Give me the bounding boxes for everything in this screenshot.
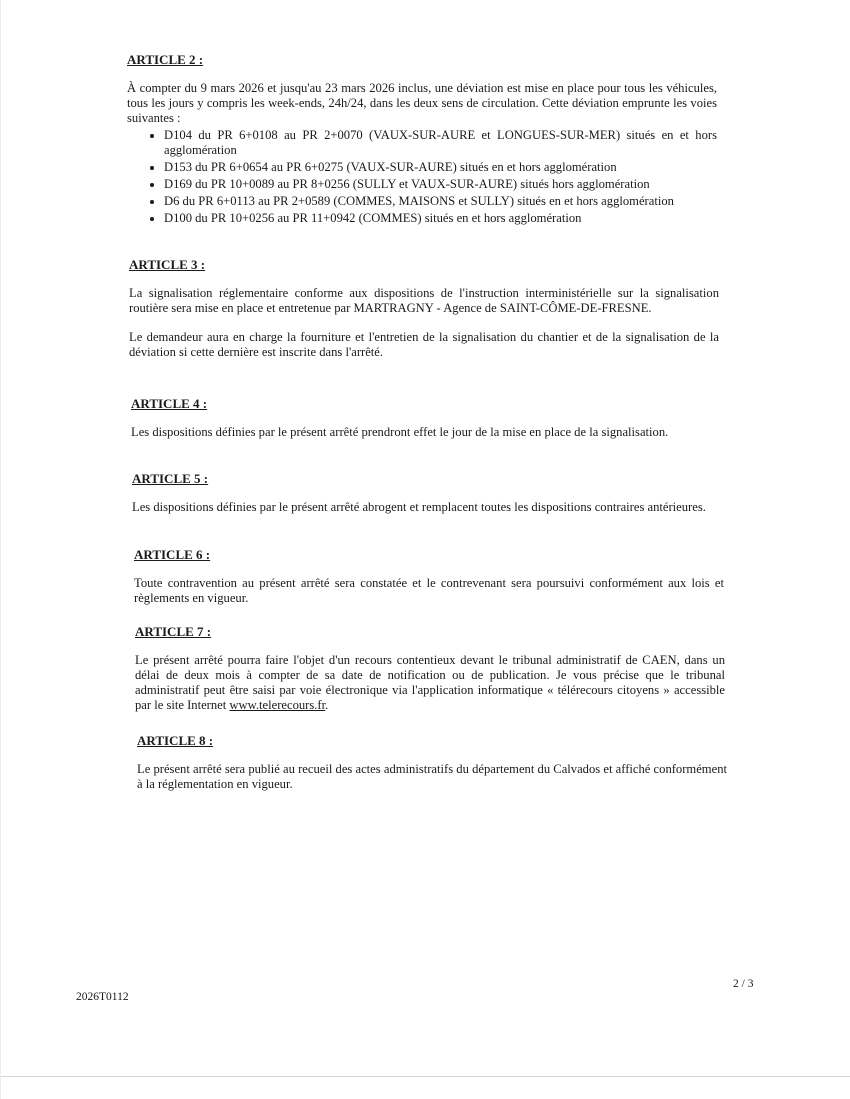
article-6-paragraph: Toute contravention au présent arrêté sera constatée et le contrevenant sera poursuivi conformément aux lois et règlements en vigueur.	[134, 576, 724, 605]
route-item: • D100 du PR 10+0256 au PR 11+0942 (COMMES) situés en et hors agglomération	[164, 211, 717, 226]
scan-left-edge	[0, 0, 1, 1099]
article-2-intro: À compter du 9 mars 2026 et jusqu'au 23 mars 2026 inclus, une déviation est mise en place pour tous les véhicules, tous les jours y compris les week-ends, 24h/24, dans les deux sens de circulation. Cette déviation emprunte les voies suivantes :	[127, 81, 717, 125]
article-5	[132, 471, 722, 529]
route-item: • D153 du PR 6+0654 au PR 6+0275 (VAUX-SUR-AURE) situés en et hors agglomération	[164, 160, 717, 175]
route-item: • D169 du PR 10+0089 au PR 8+0256 (SULLY et VAUX-SUR-AURE) situés hors agglomération	[164, 177, 717, 192]
article-3-paragraph-1: La signalisation réglementaire conforme aux dispositions de l'instruction interministérielle sur la signalisation routière sera mise en place et entretenue par MARTRAGNY - Agence de SAINT-CÔME-DE-FRESNE.	[129, 286, 719, 315]
article-4-heading: ARTICLE 4 :	[131, 396, 208, 411]
article-6	[134, 547, 724, 620]
route-list	[127, 128, 717, 226]
article-3-heading: ARTICLE 3 :	[129, 257, 206, 272]
scan-bottom-edge	[0, 1076, 850, 1077]
article-8-heading: ARTICLE 8 :	[137, 733, 214, 748]
article-7-paragraph: Le présent arrêté pourra faire l'objet d'un recours contentieux devant le tribunal administratif de CAEN, dans un délai de deux mois à compter de sa date de notification ou de publication. Je vous précise que le tribunal administratif peut être saisi par voie électronique via l'application informatique « télérecours citoyens » accessible par le site Internet www.telerecours.fr.	[135, 653, 725, 712]
article-2	[127, 52, 717, 228]
article-4	[131, 396, 721, 454]
telerecours-link[interactable]: www.telerecours.fr	[229, 698, 326, 712]
page-number: 2 / 3	[733, 978, 754, 990]
article-8	[137, 733, 727, 806]
article-8-paragraph: Le présent arrêté sera publié au recueil des actes administratifs du département du Calvados et affiché conformément à la réglementation en vigueur.	[137, 762, 727, 791]
document-reference: 2026T0112	[76, 991, 129, 1003]
article-3-paragraph-2: Le demandeur aura en charge la fourniture et l'entretien de la signalisation du chantier et de la signalisation de la déviation si cette dernière est inscrite dans l'arrêté.	[129, 330, 719, 359]
article-7-heading: ARTICLE 7 :	[135, 624, 212, 639]
article-7	[135, 624, 725, 727]
route-item: • D104 du PR 6+0108 au PR 2+0070 (VAUX-SUR-AURE et LONGUES-SUR-MER) situés en et hors agglomération	[164, 128, 717, 158]
article-4-paragraph: Les dispositions définies par le présent arrêté prendront effet le jour de la mise en place de la signalisation.	[131, 425, 669, 439]
article-5-heading: ARTICLE 5 :	[132, 471, 209, 486]
article-6-heading: ARTICLE 6 :	[134, 547, 211, 562]
article-2-heading: ARTICLE 2 :	[127, 52, 204, 67]
article-5-paragraph: Les dispositions définies par le présent arrêté abrogent et remplacent toutes les dispositions contraires antérieures.	[132, 500, 706, 514]
route-item: • D6 du PR 6+0113 au PR 2+0589 (COMMES, MAISONS et SULLY) situés en et hors agglomération	[164, 194, 717, 209]
article-3	[129, 257, 719, 374]
